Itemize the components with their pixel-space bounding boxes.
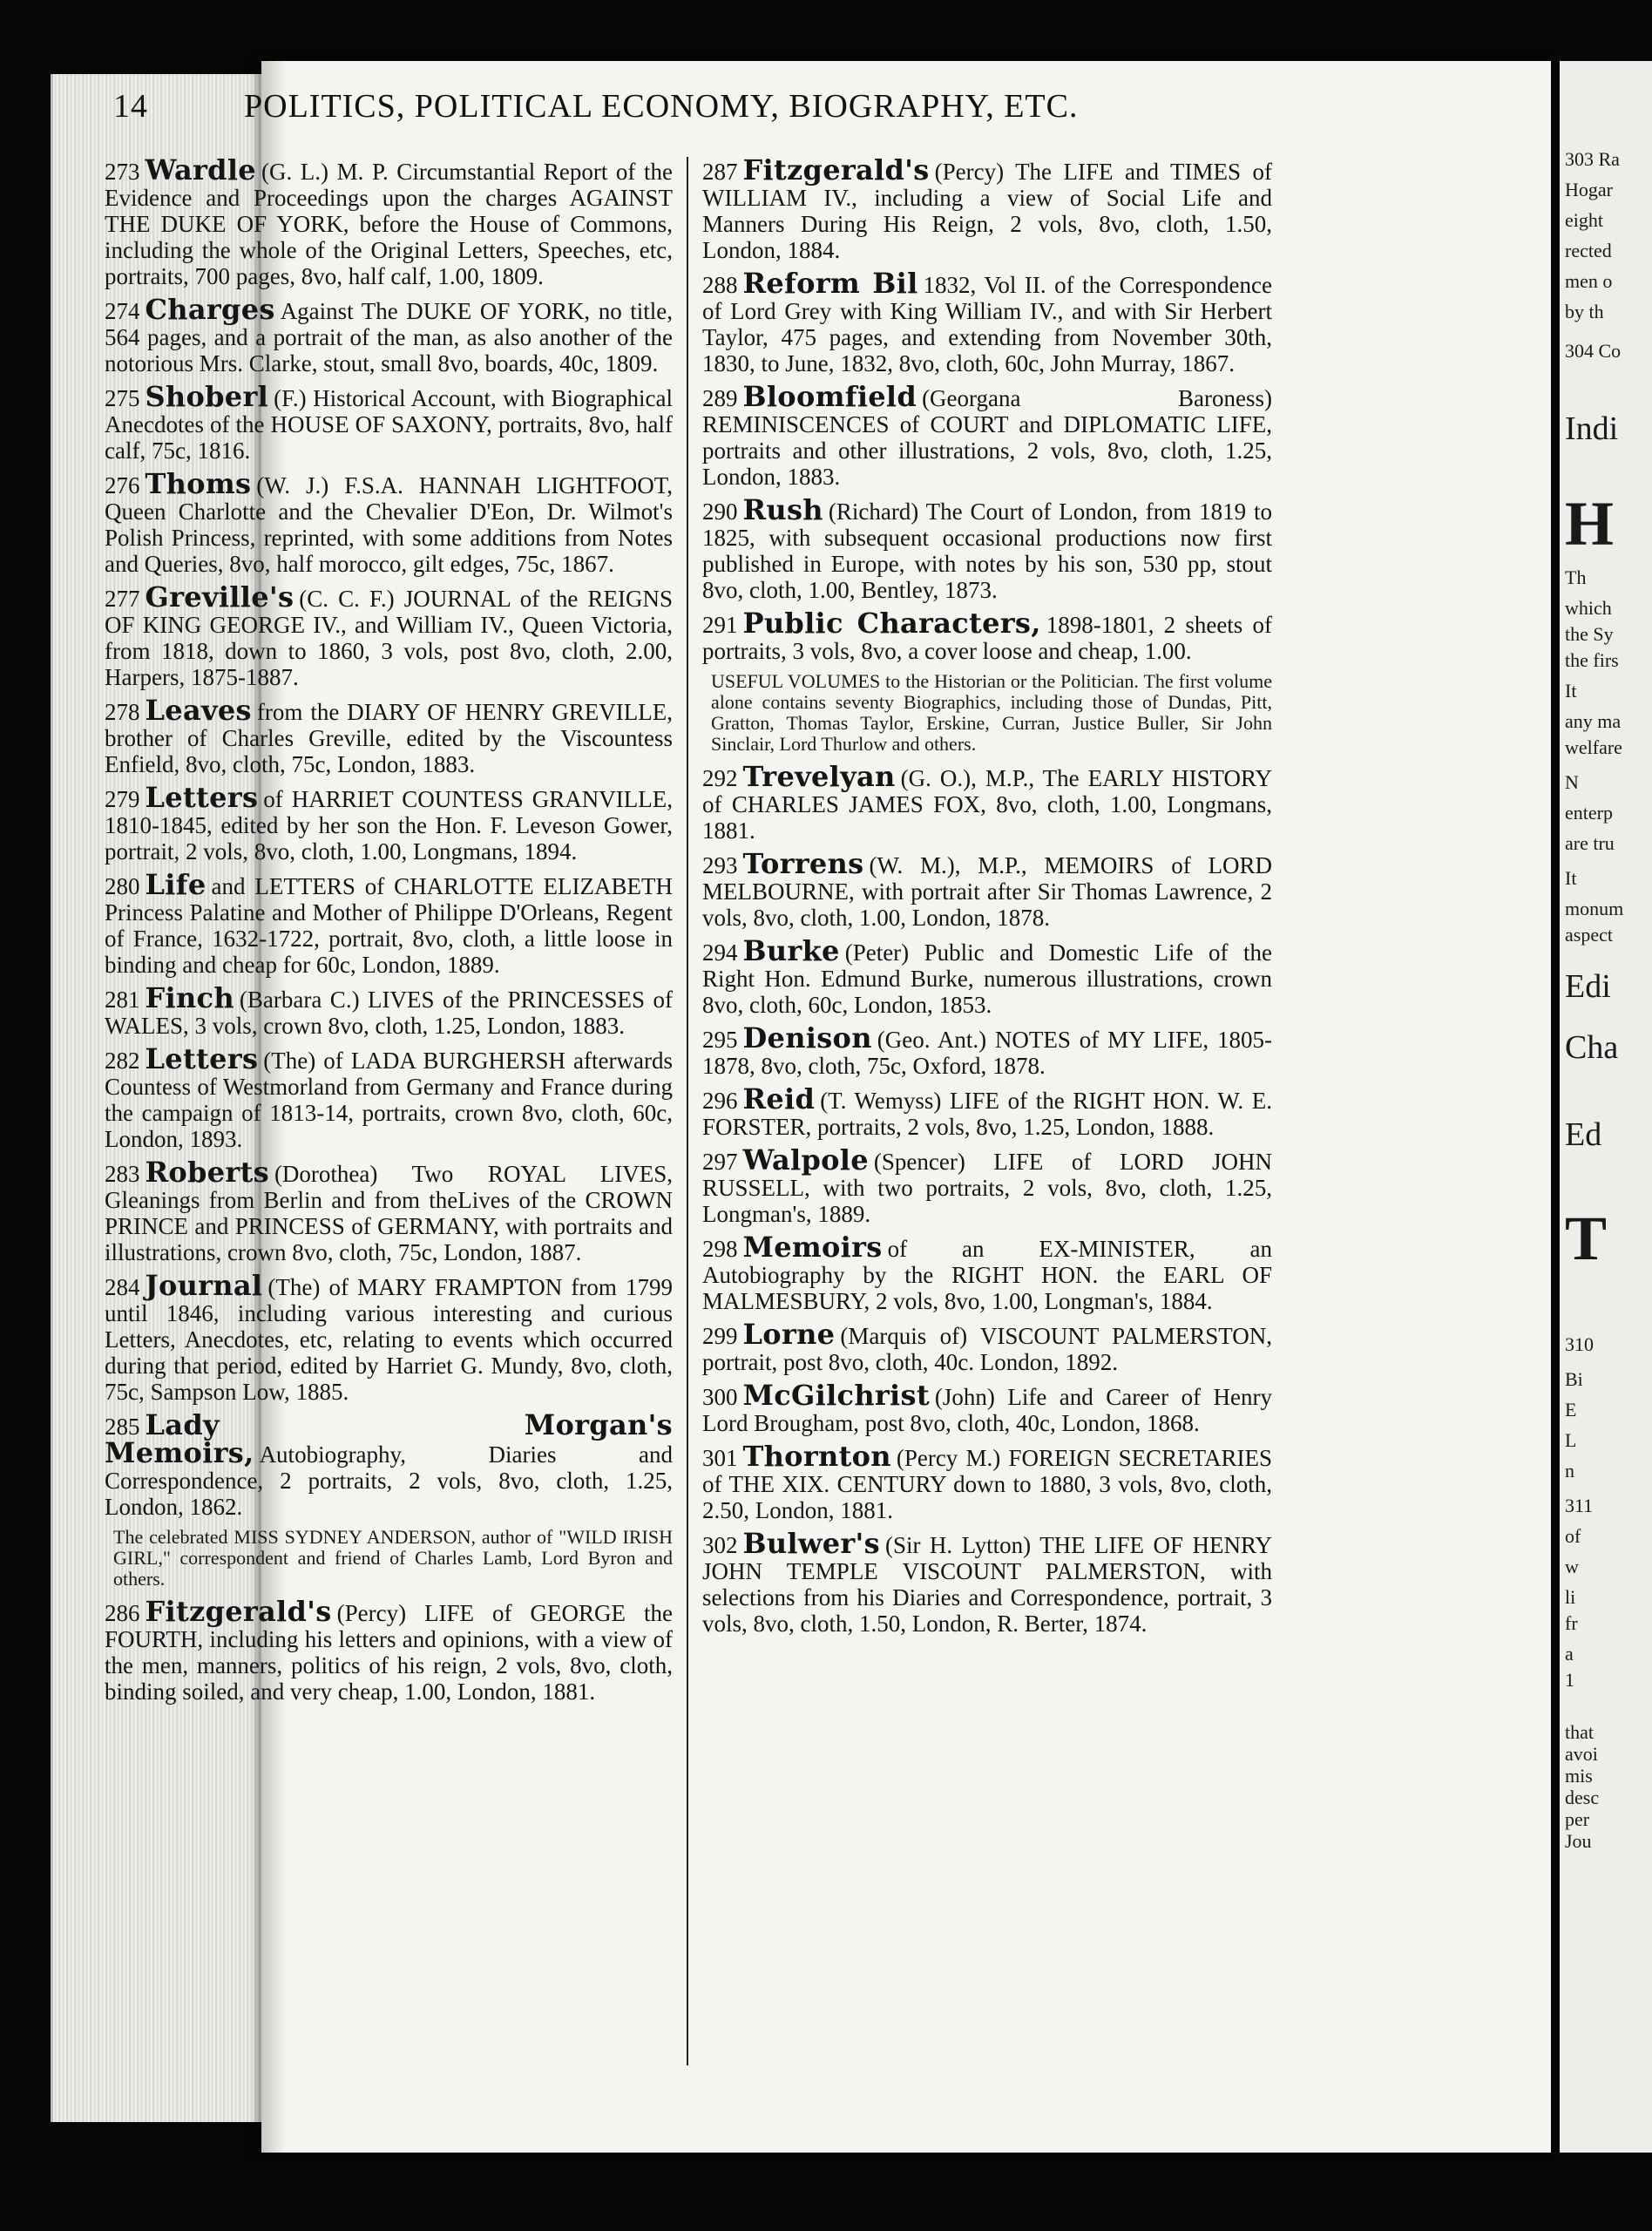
adjacent-page-fragment: which — [1565, 597, 1612, 619]
entry-heading: Fitzgerald's — [742, 153, 930, 186]
catalog-entry — [702, 1527, 1272, 1637]
entry-number: 275 — [105, 385, 140, 411]
entry-number: 291 — [702, 612, 738, 638]
adjacent-page-fragment: N — [1565, 771, 1579, 793]
entry-heading: Torrens — [742, 847, 864, 880]
entry-heading: Reid — [742, 1082, 816, 1116]
adjacent-page-fragment: welfare — [1565, 736, 1622, 758]
adjacent-page-fragment: men o — [1565, 270, 1613, 292]
entry-number: 276 — [105, 472, 140, 498]
entry-text: (G. L.) M. P. Circumstantial Report of the Evidence and Proceedings upon the charges AGAINST THE DUKE OF YORK, before the House of Commons, including the whole of the Original Letters, Speeches, etc, portraits, 700 pages, 8vo, half calf, 1.00, 1809. — [105, 159, 673, 289]
adjacent-page-fragment: monum — [1565, 898, 1624, 919]
entry-text: (The) of LADA BURGHERSH afterwards Countess of Westmorland from Germany and France during the campaign of 1813-14, portraits, crown 8vo, cloth, 60c, London, 1893. — [105, 1048, 673, 1152]
entry-text: (C. C. F.) JOURNAL of the REIGNS OF KING GEORGE IV., and William IV., Queen Victoria, from 1818, down to 1860, 3 vols, post 8vo, cloth, 2.00, Harpers, 1875-1887. — [105, 586, 673, 690]
entry-heading: Lady Morgan's Memoirs, — [105, 1408, 673, 1469]
entry-heading: Public Characters, — [742, 607, 1041, 640]
catalog-entry — [105, 293, 673, 376]
entry-number: 302 — [702, 1532, 738, 1558]
adjacent-page-fragment: It — [1565, 867, 1577, 889]
catalog-entry — [105, 868, 673, 978]
adjacent-page-fragment: Cha — [1565, 1029, 1619, 1066]
adjacent-page-fragment: Edi — [1565, 968, 1611, 1005]
catalog-entry — [105, 1156, 673, 1265]
entry-text: (Spencer) LIFE of LORD JOHN RUSSELL, with two portraits, 2 vols, 8vo, cloth, 1.25, Longman's, 1889. — [702, 1149, 1272, 1227]
entry-heading: Leaves — [145, 694, 252, 727]
adjacent-page-fragment: enterp — [1565, 802, 1613, 824]
catalog-entry — [702, 1082, 1272, 1140]
entry-text: (F.) Historical Account, with Biographical Anecdotes of the HOUSE OF SAXONY, portraits, 8vo, half calf, 75c, 1816. — [105, 385, 673, 464]
adjacent-page-fragment: 310 — [1565, 1333, 1594, 1355]
adjacent-page-fragment: E — [1565, 1399, 1577, 1421]
catalog-entry — [702, 847, 1272, 931]
entry-number: 298 — [702, 1236, 738, 1262]
entry-number: 299 — [702, 1323, 738, 1349]
entry-heading: Bulwer's — [742, 1527, 880, 1560]
entry-text: (Peter) Public and Domestic Life of the Right Hon. Edmund Burke, numerous illustrations, crown 8vo, cloth, 60c, London, 1853. — [702, 939, 1272, 1018]
entry-text: of HARRIET COUNTESS GRANVILLE, 1810-1845, edited by her son the Hon. F. Leveson Gower, portrait, 2 vols, 8vo, cloth, 1.00, Longmans, 1894. — [105, 786, 673, 865]
entry-text: (G. O.), M.P., The EARLY HISTORY of CHARLES JAMES FOX, 8vo, cloth, 1.00, Longmans, 1881. — [702, 765, 1272, 844]
catalog-entry — [702, 493, 1272, 603]
catalog-entry — [702, 607, 1273, 664]
entry-number: 292 — [702, 765, 738, 791]
entry-heading: Finch — [145, 981, 234, 1014]
adjacent-page-fragment: desc — [1565, 1787, 1600, 1808]
catalog-entry — [105, 1042, 673, 1152]
entry-number: 301 — [702, 1445, 738, 1471]
catalog-entry — [702, 934, 1272, 1018]
adjacent-page-fragment: fr — [1565, 1612, 1578, 1634]
entry-text: (Percy) The LIFE and TIMES of WILLIAM IV., including a view of Social Life and Manners During His Reign, 2 vols, 8vo, cloth, 1.50, London, 1884. — [702, 159, 1272, 263]
entry-heading: Greville's — [145, 580, 295, 614]
entry-text: from the DIARY OF HENRY GREVILLE, brother of Charles Greville, edited by the Viscountess Enfield, 8vo, cloth, 75c, London, 1883. — [105, 699, 673, 777]
catalog-entry — [105, 467, 673, 577]
adjacent-page-fragment: Hogar — [1565, 179, 1613, 200]
entry-number: 294 — [702, 939, 738, 966]
adjacent-page-fragment: are tru — [1565, 832, 1615, 854]
catalog-entry — [105, 1595, 673, 1705]
adjacent-page-edge — [1560, 61, 1652, 2153]
adjacent-page-fragment: of — [1565, 1525, 1581, 1547]
entry-heading: Thoms — [145, 467, 252, 500]
catalog-entry — [105, 781, 673, 865]
entry-heading: Lorne — [742, 1318, 836, 1351]
adjacent-page-fragment: a — [1565, 1643, 1574, 1665]
running-title: POLITICS, POLITICAL ECONOMY, BIOGRAPHY, ETC. — [244, 88, 1079, 125]
entry-text: Autobiography, Diaries and Correspondence, 2 portraits, 2 vols, 8vo, cloth, 1.25, London, 1862. — [105, 1441, 673, 1520]
entry-number: 282 — [105, 1048, 140, 1074]
catalog-entry — [702, 153, 1272, 263]
catalog-entry — [105, 153, 673, 289]
entry-text: (W. M.), M.P., MEMOIRS of LORD MELBOURNE, with portrait after Sir Thomas Lawrence, 2 vols, 8vo, cloth, 1.00, London, 1878. — [702, 852, 1272, 931]
catalog-entry — [702, 380, 1272, 490]
entry-number: 288 — [702, 272, 738, 298]
catalog-entry — [702, 1231, 1272, 1314]
catalog-entry — [105, 1269, 673, 1405]
adjacent-page-fragment: mis — [1565, 1765, 1593, 1787]
entry-note: USEFUL VOLUMES to the Historian or the Politician. The first volume alone contains seventy Biographics, including those of Dundas, Pitt, Gratton, Thomas Taylor, Erskine, Curran, Justice Buller, Sir John Sinclair, Lord Thurlow and others. — [711, 670, 1272, 755]
entry-heading: Rush — [742, 493, 823, 526]
entry-number: 287 — [702, 159, 738, 185]
entry-number: 296 — [702, 1088, 738, 1114]
page-header — [113, 87, 1368, 125]
adjacent-page-fragment: It — [1565, 680, 1577, 702]
catalog-columns — [105, 153, 1273, 2065]
entry-number: 289 — [702, 385, 738, 411]
adjacent-page-fragment: li — [1565, 1586, 1576, 1608]
catalog-entry — [105, 981, 673, 1039]
catalog-entry — [105, 1408, 673, 1520]
entry-heading: Shoberl — [145, 380, 269, 413]
catalog-entry — [702, 1440, 1272, 1523]
entry-heading: Reform Bil — [742, 267, 918, 300]
entry-text: of an EX-MINISTER, an Autobiography by the RIGHT HON. the EARL OF MALMESBURY, 2 vols, 8vo, 1.00, Longman's, 1884. — [702, 1236, 1272, 1314]
entry-number: 278 — [105, 699, 140, 725]
adjacent-page-fragment: any ma — [1565, 710, 1622, 732]
adjacent-page-fragment: by th — [1565, 301, 1604, 322]
adjacent-page-fragment: Jou — [1565, 1830, 1592, 1852]
adjacent-page-fragment: aspect — [1565, 924, 1613, 946]
entry-heading: Walpole — [742, 1143, 869, 1177]
entry-heading: Thornton — [742, 1440, 891, 1473]
entry-number: 280 — [105, 873, 140, 899]
entry-number: 273 — [105, 159, 140, 185]
entry-text: 1832, Vol II. of the Correspondence of Lord Grey with King William IV., and with Sir Herbert Taylor, 475 pages, and extending from November 30th, 1830, to June, 1832, 8vo, cloth, 60c, John Murray, 1867. — [702, 272, 1272, 376]
adjacent-page-fragment: 311 — [1565, 1495, 1594, 1516]
entry-number: 286 — [105, 1600, 140, 1626]
entry-text: (The) of MARY FRAMPTON from 1799 until 1846, including various interesting and curious Letters, Anecdotes, etc, relating to events which occurred during that period, edited by Harriet G. Mundy, 8vo, cloth, 75c, Sampson Low, 1885. — [105, 1274, 673, 1405]
right-column — [688, 153, 1273, 2065]
entry-heading: Bloomfield — [742, 380, 917, 413]
entry-text: (T. Wemyss) LIFE of the RIGHT HON. W. E. FORSTER, portraits, 2 vols, 8vo, 1.25, London, 1888. — [702, 1088, 1272, 1140]
catalog-entry — [702, 1021, 1272, 1079]
adjacent-page-fragment: 303 Ra — [1565, 148, 1620, 170]
adjacent-page-fragment: the Sy — [1565, 623, 1614, 645]
adjacent-page-fragment: w — [1565, 1556, 1579, 1577]
entry-text: (Sir H. Lytton) THE LIFE OF HENRY JOHN TEMPLE VISCOUNT PALMERSTON, with selections from his Diaries and Correspondence, portrait, 3 vols, 8vo, cloth, 1.50, London, R. Berter, 1874. — [702, 1532, 1272, 1637]
entry-heading: Journal — [145, 1269, 263, 1302]
adjacent-page-fragment: Bi — [1565, 1368, 1583, 1390]
adjacent-page-fragment: eight — [1565, 209, 1603, 231]
adjacent-page-fragment: T — [1565, 1204, 1608, 1273]
entry-number: 279 — [105, 786, 140, 812]
entry-text: Against The DUKE OF YORK, no title, 564 pages, and a portrait of the man, as also another of the notorious Mrs. Clarke, stout, small 8vo, boards, 40c, 1809. — [105, 298, 673, 376]
entry-text: 1898-1801, 2 sheets of portraits, 3 vols, 8vo, a cover loose and cheap, 1.00. — [702, 612, 1273, 664]
entry-number: 283 — [105, 1161, 140, 1187]
entry-heading: Fitzgerald's — [145, 1595, 332, 1628]
entry-text: and LETTERS of CHARLOTTE ELIZABETH Princess Palatine and Mother of Philippe D'Orleans, Regent of France, 1632-1722, portrait, 8vo, cloth, a little loose in binding and cheap for 60c, London, 1889. — [105, 873, 673, 978]
adjacent-page-fragment: the firs — [1565, 649, 1619, 671]
catalog-entry — [702, 760, 1272, 844]
entry-number: 300 — [702, 1384, 738, 1410]
catalog-entry — [105, 380, 673, 464]
adjacent-page-fragment: rected — [1565, 240, 1612, 261]
adjacent-page-fragment: avoi — [1565, 1743, 1598, 1765]
entry-heading: Life — [145, 868, 206, 901]
catalog-entry — [702, 1379, 1272, 1436]
entry-text: (Percy M.) FOREIGN SECRETARIES of THE XIX. CENTURY down to 1880, 3 vols, 8vo, cloth, 2.50, London, 1881. — [702, 1445, 1272, 1523]
entry-heading: Charges — [145, 293, 275, 326]
entry-heading: Denison — [742, 1021, 872, 1054]
catalog-entry — [702, 1143, 1272, 1227]
entry-heading: McGilchrist — [742, 1379, 930, 1412]
adjacent-page-fragment: per — [1565, 1808, 1590, 1830]
catalog-entry — [105, 580, 673, 690]
entry-text: (John) Life and Career of Henry Lord Brougham, post 8vo, cloth, 40c, London, 1868. — [702, 1384, 1272, 1436]
adjacent-page-fragment: that — [1565, 1721, 1594, 1743]
entry-number: 284 — [105, 1274, 140, 1300]
entry-heading: Roberts — [145, 1156, 269, 1189]
adjacent-page-fragment: 304 Co — [1565, 340, 1622, 362]
adjacent-page-fragment: Ed — [1565, 1116, 1602, 1153]
adjacent-page-fragment: H — [1565, 489, 1615, 559]
left-column — [105, 153, 688, 2065]
entry-number: 274 — [105, 298, 140, 324]
entry-heading: Burke — [742, 934, 840, 967]
adjacent-page-fragment: Th — [1565, 566, 1587, 588]
adjacent-page-fragment: L — [1565, 1429, 1577, 1451]
entry-heading: Letters — [145, 1042, 259, 1075]
entry-heading: Trevelyan — [742, 760, 896, 793]
adjacent-page-fragment: Indi — [1565, 410, 1619, 447]
entry-text: (Dorothea) Two ROYAL LIVES, Gleanings from Berlin and from theLives of the CROWN PRINCE and PRINCESS of GERMANY, with portraits and illustrations, crown 8vo, cloth, 75c, London, 1887. — [105, 1161, 673, 1265]
entry-number: 281 — [105, 987, 140, 1013]
catalog-entry — [702, 1318, 1272, 1375]
entry-number: 290 — [702, 498, 738, 525]
entry-text: (Georgana Baroness) REMINISCENCES of COURT and DIPLOMATIC LIFE, portraits and other illustrations, 2 vols, 8vo, cloth, 1.25, London, 1883. — [702, 385, 1272, 490]
entry-number: 285 — [105, 1414, 140, 1440]
entry-number: 293 — [702, 852, 738, 878]
entry-text: (Geo. Ant.) NOTES of MY LIFE, 1805-1878, 8vo, cloth, 75c, Oxford, 1878. — [702, 1027, 1272, 1079]
entry-text: (Percy) LIFE of GEORGE the FOURTH, including his letters and opinions, with a view of the men, manners, politics of his reign, 2 vols, 8vo, cloth, binding soiled, and very cheap, 1.00, London, 1881. — [105, 1600, 673, 1705]
entry-text: (Barbara C.) LIVES of the PRINCESSES of WALES, 3 vols, crown 8vo, cloth, 1.25, London, 1883. — [105, 987, 673, 1039]
entry-number: 295 — [702, 1027, 738, 1053]
entry-text: (Richard) The Court of London, from 1819 to 1825, with subsequent occasional productions now first published in Europe, with notes by his son, 530 pp, stout 8vo, cloth, 1.00, Bentley, 1873. — [702, 498, 1272, 603]
page-number: 14 — [113, 88, 148, 125]
entry-number: 277 — [105, 586, 140, 612]
entry-heading: Memoirs — [742, 1231, 883, 1264]
adjacent-page-fragment: 1 — [1565, 1669, 1574, 1691]
entry-number: 297 — [702, 1149, 738, 1175]
entry-text: (W. J.) F.S.A. HANNAH LIGHTFOOT, Queen Charlotte and the Chevalier D'Eon, Dr. Wilmot's Polish Princess, reprinted, with some additions from Notes and Queries, 8vo, half morocco, gilt edges, 75c, 1867. — [105, 472, 673, 577]
adjacent-page-fragment: n — [1565, 1460, 1574, 1482]
entry-note: The celebrated MISS SYDNEY ANDERSON, author of "WILD IRISH GIRL," correspondent and friend of Charles Lamb, Lord Byron and others. — [113, 1526, 673, 1590]
entry-heading: Wardle — [145, 153, 256, 186]
entry-heading: Letters — [145, 781, 259, 814]
catalog-entry — [702, 267, 1272, 376]
entry-text: (Marquis of) VISCOUNT PALMERSTON, portrait, post 8vo, cloth, 40c. London, 1892. — [702, 1323, 1272, 1375]
catalog-entry — [105, 694, 673, 777]
